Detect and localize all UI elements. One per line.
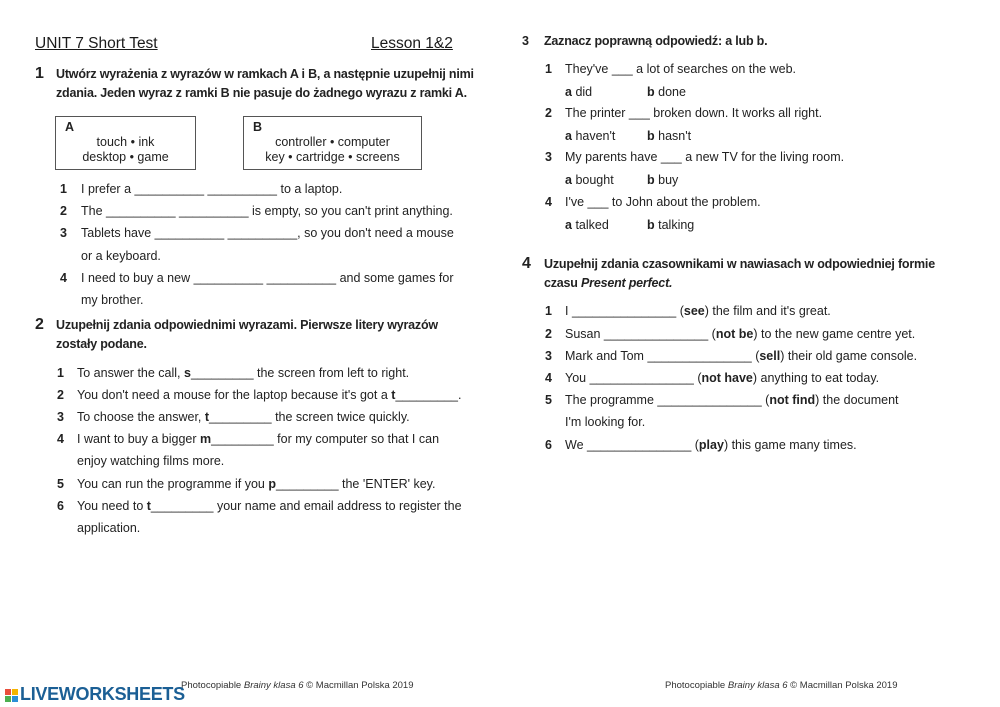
liveworksheets-logo[interactable]	[5, 684, 185, 705]
box-b-line: key • cartridge • screens	[265, 150, 400, 164]
item-number: 2	[60, 204, 67, 218]
item-line	[565, 327, 915, 341]
item-number: 2	[57, 388, 64, 402]
option-letter: a	[565, 85, 572, 99]
exercise-number: 2	[35, 316, 44, 333]
exercise-instruction	[544, 257, 935, 271]
item-number: 4	[545, 371, 552, 385]
item-line	[77, 521, 140, 535]
item-number: 4	[57, 432, 64, 446]
option-letter: a	[565, 129, 572, 143]
item-number: 1	[545, 62, 552, 76]
footer-right	[665, 680, 898, 691]
cue-word: t	[146, 499, 151, 513]
box-b-label: B	[253, 120, 263, 134]
exercise-number: 1	[35, 65, 44, 82]
option-text: haven't	[575, 129, 616, 143]
sentence-text: You don't need a mouse for the laptop because it's got a	[77, 388, 392, 402]
item-number: 1	[57, 366, 64, 380]
sentence-text: _________ for my computer so that I can	[211, 432, 440, 446]
item-line	[77, 410, 410, 424]
option-text: bought	[575, 173, 614, 187]
sentence-text: Susan _______________ (	[565, 327, 716, 341]
item-number: 3	[57, 410, 64, 424]
item-number: 4	[60, 271, 67, 285]
cue-word: not find	[769, 393, 816, 407]
sentence-text: application.	[77, 521, 141, 535]
sentence-text: czasu	[544, 276, 582, 290]
item-line	[77, 366, 409, 380]
sentence-text: enjoy watching films more.	[77, 454, 225, 468]
cue-word: t	[204, 410, 210, 424]
sentence-text: Tablets have __________ __________, so you don't need a mouse	[81, 226, 454, 240]
item-number: 5	[57, 477, 64, 491]
item-line	[77, 499, 462, 513]
exercise-instruction: Zaznacz poprawną odpowiedź: a lub b.	[544, 34, 768, 48]
exercise-number: 4	[522, 255, 531, 272]
sentence-text: We _______________ (	[565, 438, 699, 452]
sentence-text: The programme _______________ (	[565, 393, 770, 407]
cue-word: see	[683, 304, 705, 318]
option-letter: b	[647, 173, 655, 187]
sentence-text: Present perfect.	[581, 276, 673, 290]
answer-option-b[interactable]	[647, 173, 678, 187]
sentence-text: The __________ __________ is empty, so you can't print anything.	[81, 204, 453, 218]
item-number: 6	[545, 438, 552, 452]
sentence-text: ) this game many times.	[723, 438, 857, 452]
answer-option-b[interactable]	[647, 85, 686, 99]
item-line	[81, 204, 453, 218]
sentence-text: ) their old game console.	[780, 349, 918, 363]
word-box-a	[55, 116, 196, 170]
sentence-text: ) anything to eat today.	[752, 371, 880, 385]
answer-option-a[interactable]	[565, 85, 592, 99]
option-text: hasn't	[658, 129, 692, 143]
item-line	[565, 393, 899, 407]
sentence-text: You need to	[77, 499, 147, 513]
item-line	[77, 454, 224, 468]
sentence-text: I'm looking for.	[565, 415, 646, 429]
sentence-text: I _______________ (	[565, 304, 684, 318]
sentence-text: _________ the screen twice quickly.	[209, 410, 410, 424]
footer-book: Brainy klasa 6	[243, 680, 304, 691]
box-a-label: A	[65, 120, 75, 134]
exercise-instruction: Utwórz wyrażenia z wyrazów w ramkach A i B, a następnie uzupełnij nimi	[56, 67, 474, 81]
sentence-text: _________ your name and email address to register the	[150, 499, 462, 513]
cue-word: sell	[759, 349, 781, 363]
footer-text: Photocopiable	[181, 680, 244, 691]
item-number: 4	[545, 195, 552, 209]
item-line	[81, 182, 342, 196]
item-number: 2	[545, 106, 552, 120]
item-line	[565, 304, 831, 318]
sentence-text: _________.	[395, 388, 462, 402]
word-box-b	[243, 116, 422, 170]
exercise-instruction: zostały podane.	[56, 337, 147, 351]
item-line	[81, 249, 161, 263]
footer-left	[181, 680, 414, 691]
item-number: 2	[545, 327, 552, 341]
sentence-text: I prefer a __________ __________ to a laptop.	[81, 182, 343, 196]
item-number: 1	[60, 182, 67, 196]
cue-word: t	[391, 388, 396, 402]
logo-text: LIVEWORKSHEETS	[20, 684, 185, 704]
sentence-text: To answer the call,	[77, 366, 184, 380]
exercise-instruction: zdania. Jeden wyraz z ramki B nie pasuje do żadnego wyrazu z ramki A.	[56, 86, 467, 100]
item-number: 3	[545, 349, 552, 363]
option-letter: b	[647, 129, 655, 143]
cue-word: play	[698, 438, 724, 452]
item-line	[77, 477, 435, 491]
option-text: talked	[575, 218, 609, 232]
cue-word: m	[200, 432, 212, 446]
item-line	[565, 438, 857, 452]
exercise-instruction: Uzupełnij zdania odpowiednimi wyrazami. Pierwsze litery wyrazów	[56, 318, 438, 332]
question-text: They've ___ a lot of searches on the web.	[565, 62, 796, 76]
sentence-text: ) to the new game centre yet.	[753, 327, 916, 341]
item-number: 3	[60, 226, 67, 240]
sentence-text: my brother.	[81, 293, 144, 307]
option-text: buy	[658, 173, 679, 187]
sentence-text: Mark and Tom _______________ (	[565, 349, 760, 363]
sentence-text: To choose the answer,	[77, 410, 205, 424]
logo-blocks-icon	[5, 689, 18, 702]
footer-copyright: © Macmillan Polska 2019	[303, 680, 414, 691]
question-text: My parents have ___ a new TV for the living room.	[565, 150, 845, 164]
answer-option-b[interactable]	[647, 218, 694, 232]
sentence-text: Uzupełnij zdania czasownikami w nawiasach w odpowiedniej formie	[544, 257, 935, 271]
footer-book: Brainy klasa 6	[727, 680, 788, 691]
sentence-text: I need to buy a new __________ __________ and some games for	[81, 271, 454, 285]
question-text: I've ___ to John about the problem.	[565, 195, 761, 209]
footer-copyright: © Macmillan Polska 2019	[787, 680, 898, 691]
answer-option-a[interactable]	[565, 129, 615, 143]
option-text: done	[658, 85, 686, 99]
answer-option-a[interactable]	[565, 173, 614, 187]
cue-word: not be	[715, 327, 754, 341]
box-a-line: desktop • game	[82, 150, 169, 164]
item-line	[81, 226, 454, 240]
box-a-line: touch • ink	[96, 135, 155, 149]
option-text: talking	[658, 218, 695, 232]
option-text: did	[575, 85, 593, 99]
cue-word: not have	[701, 371, 753, 385]
cue-word: p	[268, 477, 276, 491]
option-letter: a	[565, 218, 572, 232]
answer-option-a[interactable]	[565, 218, 609, 232]
sentence-text: You can run the programme if you	[77, 477, 269, 491]
sentence-text: I want to buy a bigger	[77, 432, 200, 446]
item-line	[565, 349, 917, 363]
sentence-text: or a keyboard.	[81, 249, 161, 263]
page-title: UNIT 7 Short Test	[35, 35, 158, 52]
sentence-text: ) the document	[815, 393, 899, 407]
item-number: 3	[545, 150, 552, 164]
item-number: 5	[545, 393, 552, 407]
sentence-text: _________ the screen from left to right.	[190, 366, 410, 380]
sentence-text: _________ the 'ENTER' key.	[275, 477, 436, 491]
item-line	[77, 388, 461, 402]
item-line	[81, 293, 144, 307]
cue-word: s	[184, 366, 191, 380]
option-letter: a	[565, 173, 572, 187]
question-text: The printer ___ broken down. It works all right.	[565, 106, 823, 120]
item-line	[565, 371, 879, 385]
answer-option-b[interactable]	[647, 129, 691, 143]
option-letter: b	[647, 85, 655, 99]
box-b-line: controller • computer	[275, 135, 390, 149]
item-number: 6	[57, 499, 64, 513]
item-number: 1	[545, 304, 552, 318]
item-line	[77, 432, 439, 446]
option-letter: b	[647, 218, 655, 232]
footer-text: Photocopiable	[665, 680, 728, 691]
item-line	[81, 271, 454, 285]
sentence-text: ) the film and it's great.	[704, 304, 831, 318]
item-line	[565, 415, 645, 429]
exercise-number: 3	[522, 34, 529, 48]
lesson-label: Lesson 1&2	[371, 35, 453, 52]
sentence-text: You _______________ (	[565, 371, 702, 385]
exercise-instruction	[544, 276, 672, 290]
